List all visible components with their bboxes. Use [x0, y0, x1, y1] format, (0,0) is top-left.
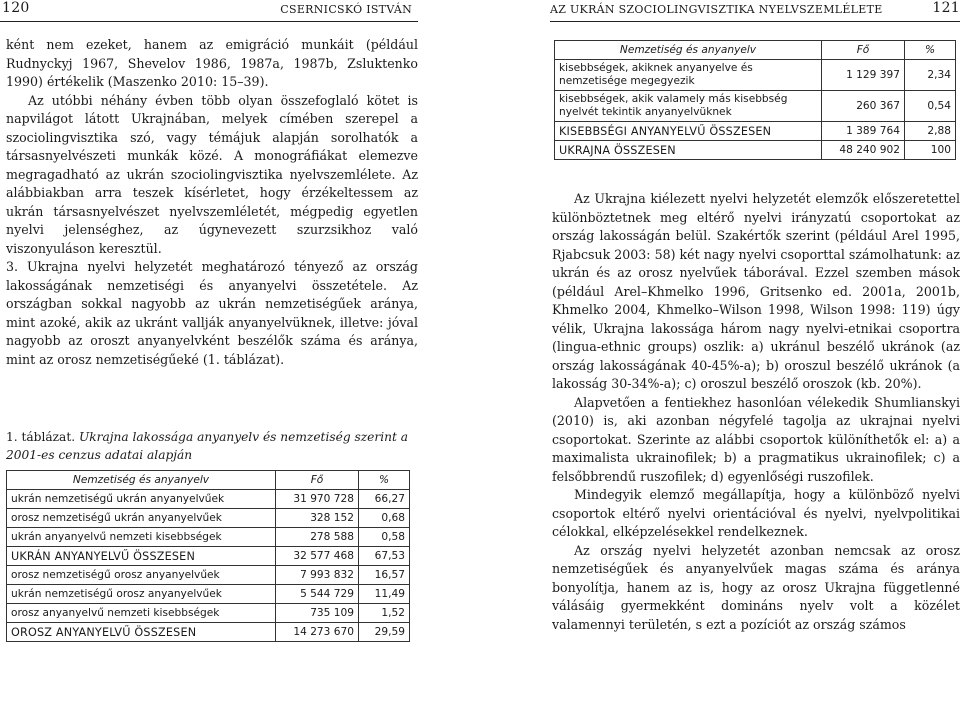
- row-label-cell: orosz anyanyelvű nemzeti kisebbségek: [7, 604, 276, 623]
- header-percent: %: [359, 471, 410, 490]
- row-label-cell: OROSZ ANYANYELVŰ ÖSSZESEN: [7, 623, 276, 642]
- row-count-cell: 1 129 397: [822, 60, 905, 91]
- left-body-text: [6, 36, 418, 369]
- right-page-number: 121: [932, 0, 960, 16]
- row-label-cell: ukrán anyanyelvű nemzeti kisebbségek: [7, 528, 276, 547]
- row-label-cell: ukrán nemzetiségű ukrán anyanyelvűek: [7, 490, 276, 509]
- table-row: [7, 604, 410, 623]
- row-count-cell: 1 389 764: [822, 122, 905, 141]
- row-count-cell: 5 544 729: [276, 585, 359, 604]
- right-header-rule: [550, 21, 960, 22]
- row-count-cell: 7 993 832: [276, 566, 359, 585]
- right-page-header: [550, 0, 960, 20]
- right-page: [550, 0, 960, 706]
- left-paragraph-2: Az utóbbi néhány évben több olyan összefoglaló kötet is napvilágot látott Ukrajnában, melyek címében szerepel a szociolingvisztika szó, vagy témájuk alapján sorolhatók a társasnyelvészeti munkák közé. A monográfiákat elemezve megragadható az ukrán szociolingvisztika nyelvszemlélete. Az alábbiakban arra teszek kísérletet, hogy érzékeltessem az ukrán társasnyelvészet nyelvszemléletét, mégpedig egyetlen nyelvi jelenséghez, az úgynevezett szurzsikhoz való viszonyuláson keresztül.: [6, 92, 418, 256]
- table-1-caption: [6, 428, 408, 464]
- row-label-cell: UKRAJNA ÖSSZESEN: [555, 141, 822, 160]
- right-paragraph-3: Mindegyik elemző megállapítja, hogy a különböző nyelvi csoportok eltérő nyelvi orientációval és nyelvi, nyelvpolitikai célokkal, elképzelésekkel rendelkeznek.: [552, 487, 960, 539]
- left-paragraph-1: ként nem ezeket, hanem az emigráció munkáit (például Rudnyckyj 1967, Shevelov 1986, 1987a, 1987b, Zsluktenko 1990) értékelik (Maszenko 2010: 15–39).: [6, 37, 418, 89]
- table-1-left-body: [7, 490, 410, 642]
- row-percent-cell: 0,54: [905, 91, 956, 122]
- table-row: [7, 623, 410, 642]
- table-row: [7, 566, 410, 585]
- table-row: [7, 547, 410, 566]
- header-nationality-language: Nemzetiség és anyanyelv: [555, 41, 822, 60]
- table-row: [7, 509, 410, 528]
- row-count-cell: 32 577 468: [276, 547, 359, 566]
- row-count-cell: 735 109: [276, 604, 359, 623]
- left-page-header: [0, 0, 418, 20]
- row-percent-cell: 2,88: [905, 122, 956, 141]
- table-row: [555, 122, 956, 141]
- row-label-cell: ukrán nemzetiségű orosz anyanyelvűek: [7, 585, 276, 604]
- right-paragraph-1: Az Ukrajna kiélezett nyelvi helyzetét elemzők előszeretettel különböztetnek meg eltérő nyelvi irányzatú csoportokat az ország lakosságán belül. Szakértők szerint (például Arel 1995, Rjabcsuk 2003: 58) két nagy nyelvi csoporttal számolhatunk: az ukrán és az orosz nyelvűek táborával. Ezzel szemben mások (például Arel–Khmelko 1996, Gritsenko ed. 2001a, 2001b, Khmelko 2004, Khmelko–Wilson 1998, Wilson 1998: 119) úgy vélik, Ukrajna lakossága három nagy nyelvi-etnikai csoportra (lingua-ethnic groups) oszlik: a) ukránul beszélő ukránok (az ország lakosságának 40-45%-a); b) oroszul beszélő ukránok (a lakosság 30-34%-a); c) oroszul beszélő oroszok (kb. 20%).: [552, 191, 960, 391]
- left-header-rule: [0, 21, 418, 22]
- table-header-row: [555, 41, 956, 60]
- right-running-title: AZ UKRÁN SZOCIOLINGVISZTIKA NYELVSZEMLÉLETE: [550, 3, 883, 16]
- row-label-cell: orosz nemzetiségű orosz anyanyelvűek: [7, 566, 276, 585]
- row-label-cell: orosz nemzetiségű ukrán anyanyelvűek: [7, 509, 276, 528]
- right-paragraph-2: Alapvetően a fentiekhez hasonlóan vélekedik Shumlianskyi (2010) is, aki azonban négyfelé tagolja az ukrajnai nyelvi csoportokat. Szerinte az alábbi csoportok különíthetők el: a) a maximalista ukrainofilek; b) a pragmatikus ukrainofilek; c) a felsőbbrendű ruszofilek; d) egyenlőségi ruszofilek.: [552, 394, 960, 484]
- table-1-left: [6, 470, 410, 642]
- header-count: Fő: [822, 41, 905, 60]
- caption-prefix: 1. táblázat.: [6, 430, 76, 444]
- caption-text: Ukrajna lakossága anyanyelv és nemzetiség szerint a 2001-es cenzus adatai alapján: [6, 430, 408, 462]
- row-count-cell: 328 152: [276, 509, 359, 528]
- left-paragraph-3: 3. Ukrajna nyelvi helyzetét meghatározó tényező az ország lakosságának nemzetiségi és anyanyelvi összetétele. Az országban sokkal nagyobb az ukrán nemzetiségűek aránya, mint azoké, akik az ukránt vallják anyanyelvüknek, illetve: jóval nagyobb az oroszt anyanyelvként beszélők száma és aránya, mint az orosz nemzetiségűeké (1. táblázat).: [6, 259, 418, 367]
- table-1-continued: [554, 40, 956, 160]
- row-percent-cell: 16,57: [359, 566, 410, 585]
- row-percent-cell: 2,34: [905, 60, 956, 91]
- row-label-cell: kisebbségek, akik valamely más kisebbség nyelvét tekintik anyanyelvüknek: [555, 91, 822, 122]
- row-count-cell: 278 588: [276, 528, 359, 547]
- table-row: [7, 490, 410, 509]
- row-percent-cell: 66,27: [359, 490, 410, 509]
- row-count-cell: 14 273 670: [276, 623, 359, 642]
- row-percent-cell: 100: [905, 141, 956, 160]
- row-label-cell: kisebbségek, akiknek anyanyelve és nemzetisége megegyezik: [555, 60, 822, 91]
- row-label-cell: KISEBBSÉGI ANYANYELVŰ ÖSSZESEN: [555, 122, 822, 141]
- row-percent-cell: 1,52: [359, 604, 410, 623]
- table-row: [7, 528, 410, 547]
- row-percent-cell: 0,68: [359, 509, 410, 528]
- row-percent-cell: 29,59: [359, 623, 410, 642]
- header-count: Fő: [276, 471, 359, 490]
- header-nationality-language: Nemzetiség és anyanyelv: [7, 471, 276, 490]
- table-row: [7, 585, 410, 604]
- left-running-title: CSERNICSKÓ ISTVÁN: [280, 3, 412, 16]
- row-percent-cell: 11,49: [359, 585, 410, 604]
- row-count-cell: 260 367: [822, 91, 905, 122]
- row-percent-cell: 0,58: [359, 528, 410, 547]
- right-paragraph-4: Az ország nyelvi helyzetét azonban nemcsak az orosz nemzetiségűek és anyanyelvűek magas száma és aránya bonyolítja, hanem az is, hogy az orosz Ukrajna függetlenné válásáig gyermekként domináns nyelv volt a közélet valamennyi területén, s ezt a pozíciót az ország számos: [552, 542, 960, 632]
- table-row: [555, 91, 956, 122]
- right-body-text: [552, 190, 960, 634]
- left-page-number: 120: [2, 0, 30, 16]
- row-label-cell: UKRÁN ANYANYELVŰ ÖSSZESEN: [7, 547, 276, 566]
- left-page: [0, 0, 418, 706]
- table-1-continued-body: [555, 60, 956, 160]
- table-header-row: [7, 471, 410, 490]
- header-percent: %: [905, 41, 956, 60]
- table-row: [555, 60, 956, 91]
- row-count-cell: 48 240 902: [822, 141, 905, 160]
- row-count-cell: 31 970 728: [276, 490, 359, 509]
- table-row: [555, 141, 956, 160]
- row-percent-cell: 67,53: [359, 547, 410, 566]
